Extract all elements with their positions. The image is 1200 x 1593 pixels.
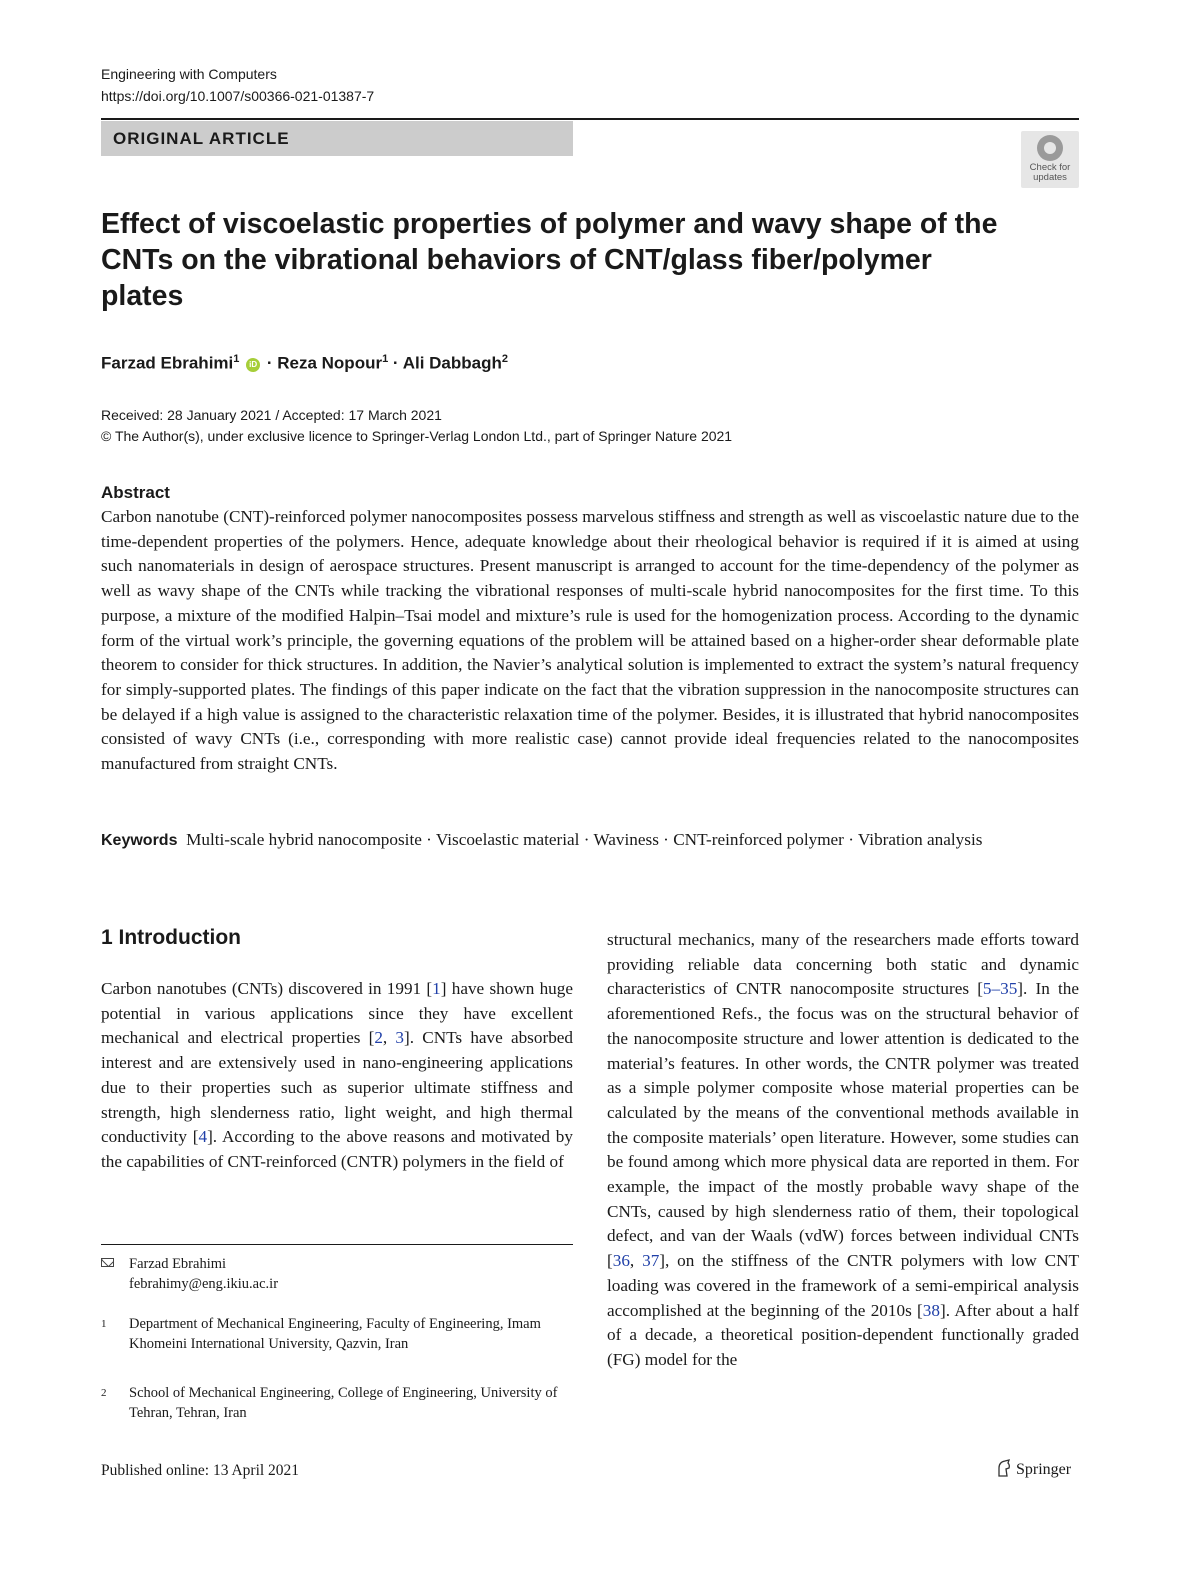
body-text: ] have shown huge potential in various applications since they have excellent mechanical and electrical properties [ (101, 979, 574, 1048)
received-accepted-dates: Received: 28 January 2021 / Accepted: 17 March 2021 (101, 407, 442, 423)
author-name[interactable]: Farzad Ebrahimi (101, 353, 234, 373)
body-text: ], on the stiffness of the CNTR polymers with low CNT loading was covered in the framework of a semi-empirical analysis accomplished at the beginning of the 2010s [ (607, 1251, 1080, 1320)
citation-link[interactable]: 1 (432, 979, 441, 998)
publisher-name: Springer (1016, 1461, 1072, 1478)
body-text: , (629, 1251, 643, 1271)
journal-info (101, 63, 374, 107)
body-text: Carbon nanotubes (CNTs) discovered in 1991 [ (101, 979, 433, 998)
citation-link[interactable]: 37 (642, 1251, 660, 1271)
affiliation-text: Department of Mechanical Engineering, Faculty of Engineering, Imam Khomeini International University, Qazvin, Iran (129, 1316, 541, 1352)
body-text: , (382, 1028, 396, 1048)
intro-right-column (607, 928, 1079, 1373)
body-text: ]. According to the above reasons and motivated by the capabilities of CNT-reinforced (CNTR) polymers in the field of (101, 1127, 573, 1171)
published-online-date: Published online: 13 April 2021 (101, 1462, 300, 1479)
footnote-rule (101, 1244, 573, 1245)
article-dates (101, 405, 732, 447)
author-affiliation-mark: 1 (233, 353, 240, 365)
author-affiliation-mark: 2 (501, 353, 508, 365)
orcid-icon[interactable]: iD (246, 358, 260, 372)
doi-link[interactable]: https://doi.org/10.1007/s00366-021-01387-7 (101, 88, 375, 104)
copyright-notice: © The Author(s), under exclusive licence to Springer-Verlag London Ltd., part of Springer Nature 2021 (101, 428, 733, 444)
check-for-updates-badge[interactable] (1021, 131, 1079, 188)
author-separator: · (388, 353, 403, 373)
body-text: ]. After about a half of a decade, a theoretical position-dependent functionally graded (FG) model for the (607, 1300, 1079, 1369)
crossmark-icon (1037, 135, 1063, 161)
keywords-list: Multi-scale hybrid nanocomposite · Viscoelastic material · Waviness · CNT-reinforced polymer · Vibration analysis (186, 830, 983, 849)
citation-link[interactable]: 5–35 (982, 979, 1018, 999)
article-title: Effect of viscoelastic properties of polymer and wavy shape of the CNTs on the vibrational behaviors of CNT/glass fiber/polymer plates (101, 208, 998, 312)
author-affiliation-mark: 1 (382, 353, 389, 365)
header-rule (101, 118, 1079, 120)
author-separator: · (262, 353, 278, 373)
citation-link[interactable]: 3 (395, 1028, 405, 1048)
citation-link[interactable]: 36 (612, 1251, 630, 1271)
author-name[interactable]: Ali Dabbagh (402, 353, 502, 373)
citation-link[interactable]: 4 (198, 1127, 208, 1147)
body-text: ]. In the aforementioned Refs., the focus was on the structural behavior of the nanocomposite structure and lower attention is dedicated to the material’s features. In other words, the CNTR polymer was treated as a simple polymer composite whose material properties can be calculated by the means of the conventional methods available in the composite materials’ open literature. However, some studies can be found among which more physical data are reported in them. For example, the impact of the mostly probable wavy shape of the CNTs, caused by high slenderness ratio of them, their topological defect, and van der Waals (vdW) forces between individual CNTs [ (607, 979, 1079, 1271)
abstract-heading: Abstract (101, 483, 170, 502)
body-text: ]. CNTs have absorbed interest and are extensively used in nano-engineering applications due to their properties such as superior ultimate stiffness and strength, high slenderness ratio, light weight, and high thermal conductivity [ (101, 1028, 574, 1147)
corresponding-author-name: Farzad Ebrahimi (129, 1256, 227, 1272)
citation-link[interactable]: 2 (374, 1028, 383, 1048)
body-text: structural mechanics, many of the researchers made efforts toward providing reliable data concerning both static and dynamic characteristics of CNTR nanocomposite structures [ (607, 930, 1079, 999)
intro-left-column (101, 977, 573, 1175)
section-heading-introduction: 1 Introduction (101, 926, 241, 949)
abstract-text: Carbon nanotube (CNT)-reinforced polymer nanocomposites possess marvelous stiffness and strength as well as viscoelastic nature due to the time-dependent properties of the polymers. Hence, adequate knowledge about their rheological behavior is required if it is aimed at using such nanomaterials in design of aerospace structures. Present manuscript is arranged to account for the time-dependency of the polymer as well as wavy shape of the CNTs while tracking the vibrational responses of multi-scale hybrid nanocomposites for the first time. To this purpose, a mixture of the modified Halpin–Tsai model and mixture’s rule is used for the homogenization process. According to the dynamic form of the virtual work’s principle, the governing equations of the problem will be attained based on a higher-order shear deformable plate theorem to consider for thick structures. In addition, the Navier’s analytical solution is implemented to extract the system’s natural frequency for simply-supported plates. The findings of this paper indicate on the fact that the vibration suppression in the nanocomposite structures can be delayed if a high value is assigned to the characteristic relaxation time of the polymer. Besides, it is illustrated that hybrid nanocomposites consisted of wavy CNTs (i.e., corresponding with more realistic case) cannot provide ideal frequencies related to the nanocomposites manufactured from straight CNTs. (101, 507, 1079, 774)
check-for-updates-label: Check for updates (1029, 162, 1071, 183)
keywords (101, 828, 1079, 854)
article-type-banner: ORIGINAL ARTICLE (101, 121, 573, 156)
corresponding-author-email[interactable]: febrahimy@eng.ikiu.ac.ir (129, 1276, 279, 1292)
affiliation-text: School of Mechanical Engineering, College of Engineering, University of Tehran, Tehran, Iran (129, 1385, 558, 1421)
journal-name: Engineering with Computers (101, 66, 277, 82)
author-list (101, 347, 508, 376)
springer-horse-icon (996, 1459, 1012, 1477)
keywords-heading: Keywords (101, 832, 178, 849)
envelope-icon (101, 1258, 114, 1267)
affiliation-mark: 1 (101, 1318, 107, 1330)
publisher-logo (996, 1458, 1071, 1482)
citation-link[interactable]: 38 (922, 1300, 940, 1320)
author-name[interactable]: Reza Nopour (277, 353, 383, 373)
affiliation-mark: 2 (101, 1387, 107, 1399)
